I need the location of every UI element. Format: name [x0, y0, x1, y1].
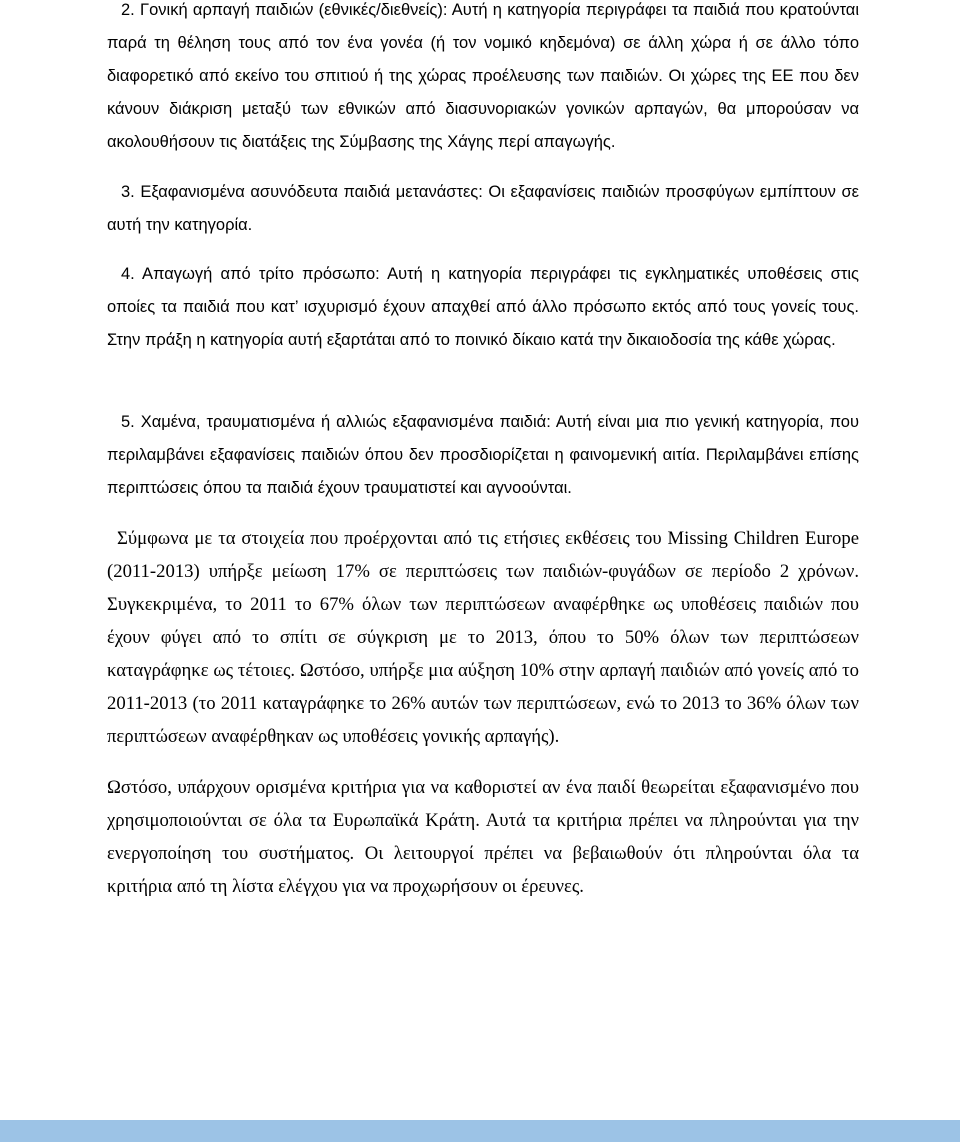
list-item-unaccompanied-migrants: 3. Εξαφανισμένα ασυνόδευτα παιδιά μετανάστες: Οι εξαφανίσεις παιδιών προσφύγων εμπίπτουν σε αυτή την κατηγορία.: [107, 183, 859, 234]
statistics-paragraph: Σύμφωνα με τα στοιχεία που προέρχονται από τις ετήσιες εκθέσεις του Missing Children Europe (2011-2013) υπήρξε μείωση 17% σε περιπτώσεις των παιδιών-φυγάδων σε περίοδο 2 χρόνων. Συγκεκριμένα, το 2011 το 67% όλων των περιπτώσεων αναφέρθηκε ως υποθέσεις παιδιών που έχουν φύγει από το σπίτι σε σύγκριση με το 2013, όπου το 50% όλων των περιπτώσεων καταγράφηκε ως τέτοιες. Ωστόσο, υπήρξε μια αύξηση 10% στην αρπαγή παιδιών από γονείς από το 2011-2013 (το 2011 καταγράφηκε το 26% αυτών των περιπτώσεων, ενώ το 2013 το 36% όλων των περιπτώσεων αναφέρθηκαν ως υποθέσεις γονικής αρπαγής).: [107, 528, 859, 747]
list-item-parental-abduction: 2. Γονική αρπαγή παιδιών (εθνικές/διεθνείς): Αυτή η κατηγορία περιγράφει τα παιδιά που κρατούνται παρά τη θέληση τους από τον ένα γονέα (ή τον νομικό κηδεμόνα) σε άλλη χώρα ή σε άλλο τόπο διαφορετικό από εκείνο του σπιτιού ή της χώρας προέλευσης των παιδιών. Οι χώρες της ΕΕ που δεν κάνουν διάκριση μεταξύ των εθνικών από διασυνοριακών γονικών αρπαγών, θα μπορούσαν να ακολουθήσουν τις διατάξεις της Σύμβασης της Χάγης περί απαγωγής.: [107, 1, 859, 151]
list-item-third-party-abduction: 4. Απαγωγή από τρίτο πρόσωπο: Αυτή η κατηγορία περιγράφει τις εγκληματικές υποθέσεις στις οποίες τα παιδιά που κατ’ ισχυρισμό έχουν απαχθεί από άλλο πρόσωπο εκτός από τους γονείς τους. Στην πράξη η κατηγορία αυτή εξαρτάται από το ποινικό δίκαιο κατά την δικαιοδοσία της κάθε χώρας.: [107, 265, 859, 349]
list-item-lost-injured-missing: 5. Χαμένα, τραυματισμένα ή αλλιώς εξαφανισμένα παιδιά: Αυτή είναι μια πιο γενική κατηγορία, που περιλαμβάνει εξαφανίσεις παιδιών όπου δεν προσδιορίζεται η φαινομενική αιτία. Περιλαμβάνει επίσης περιπτώσεις όπου τα παιδιά έχουν τραυματιστεί και αγνοούνται.: [107, 413, 859, 497]
criteria-paragraph: Ωστόσο, υπάρχουν ορισμένα κριτήρια για να καθοριστεί αν ένα παιδί θεωρείται εξαφανισμένο που χρησιμοποιούνται σε όλα τα Ευρωπαϊκά Κράτη. Αυτά τα κριτήρια πρέπει να πληρούνται για την ενεργοποίηση του συστήματος. Οι λειτουργοί πρέπει να βεβαιωθούν ότι πληρούνται όλα τα κριτήρια από τη λίστα ελέγχου για να προχωρήσουν οι έρευνες.: [107, 777, 859, 897]
footer-color-band: [0, 1120, 960, 1142]
